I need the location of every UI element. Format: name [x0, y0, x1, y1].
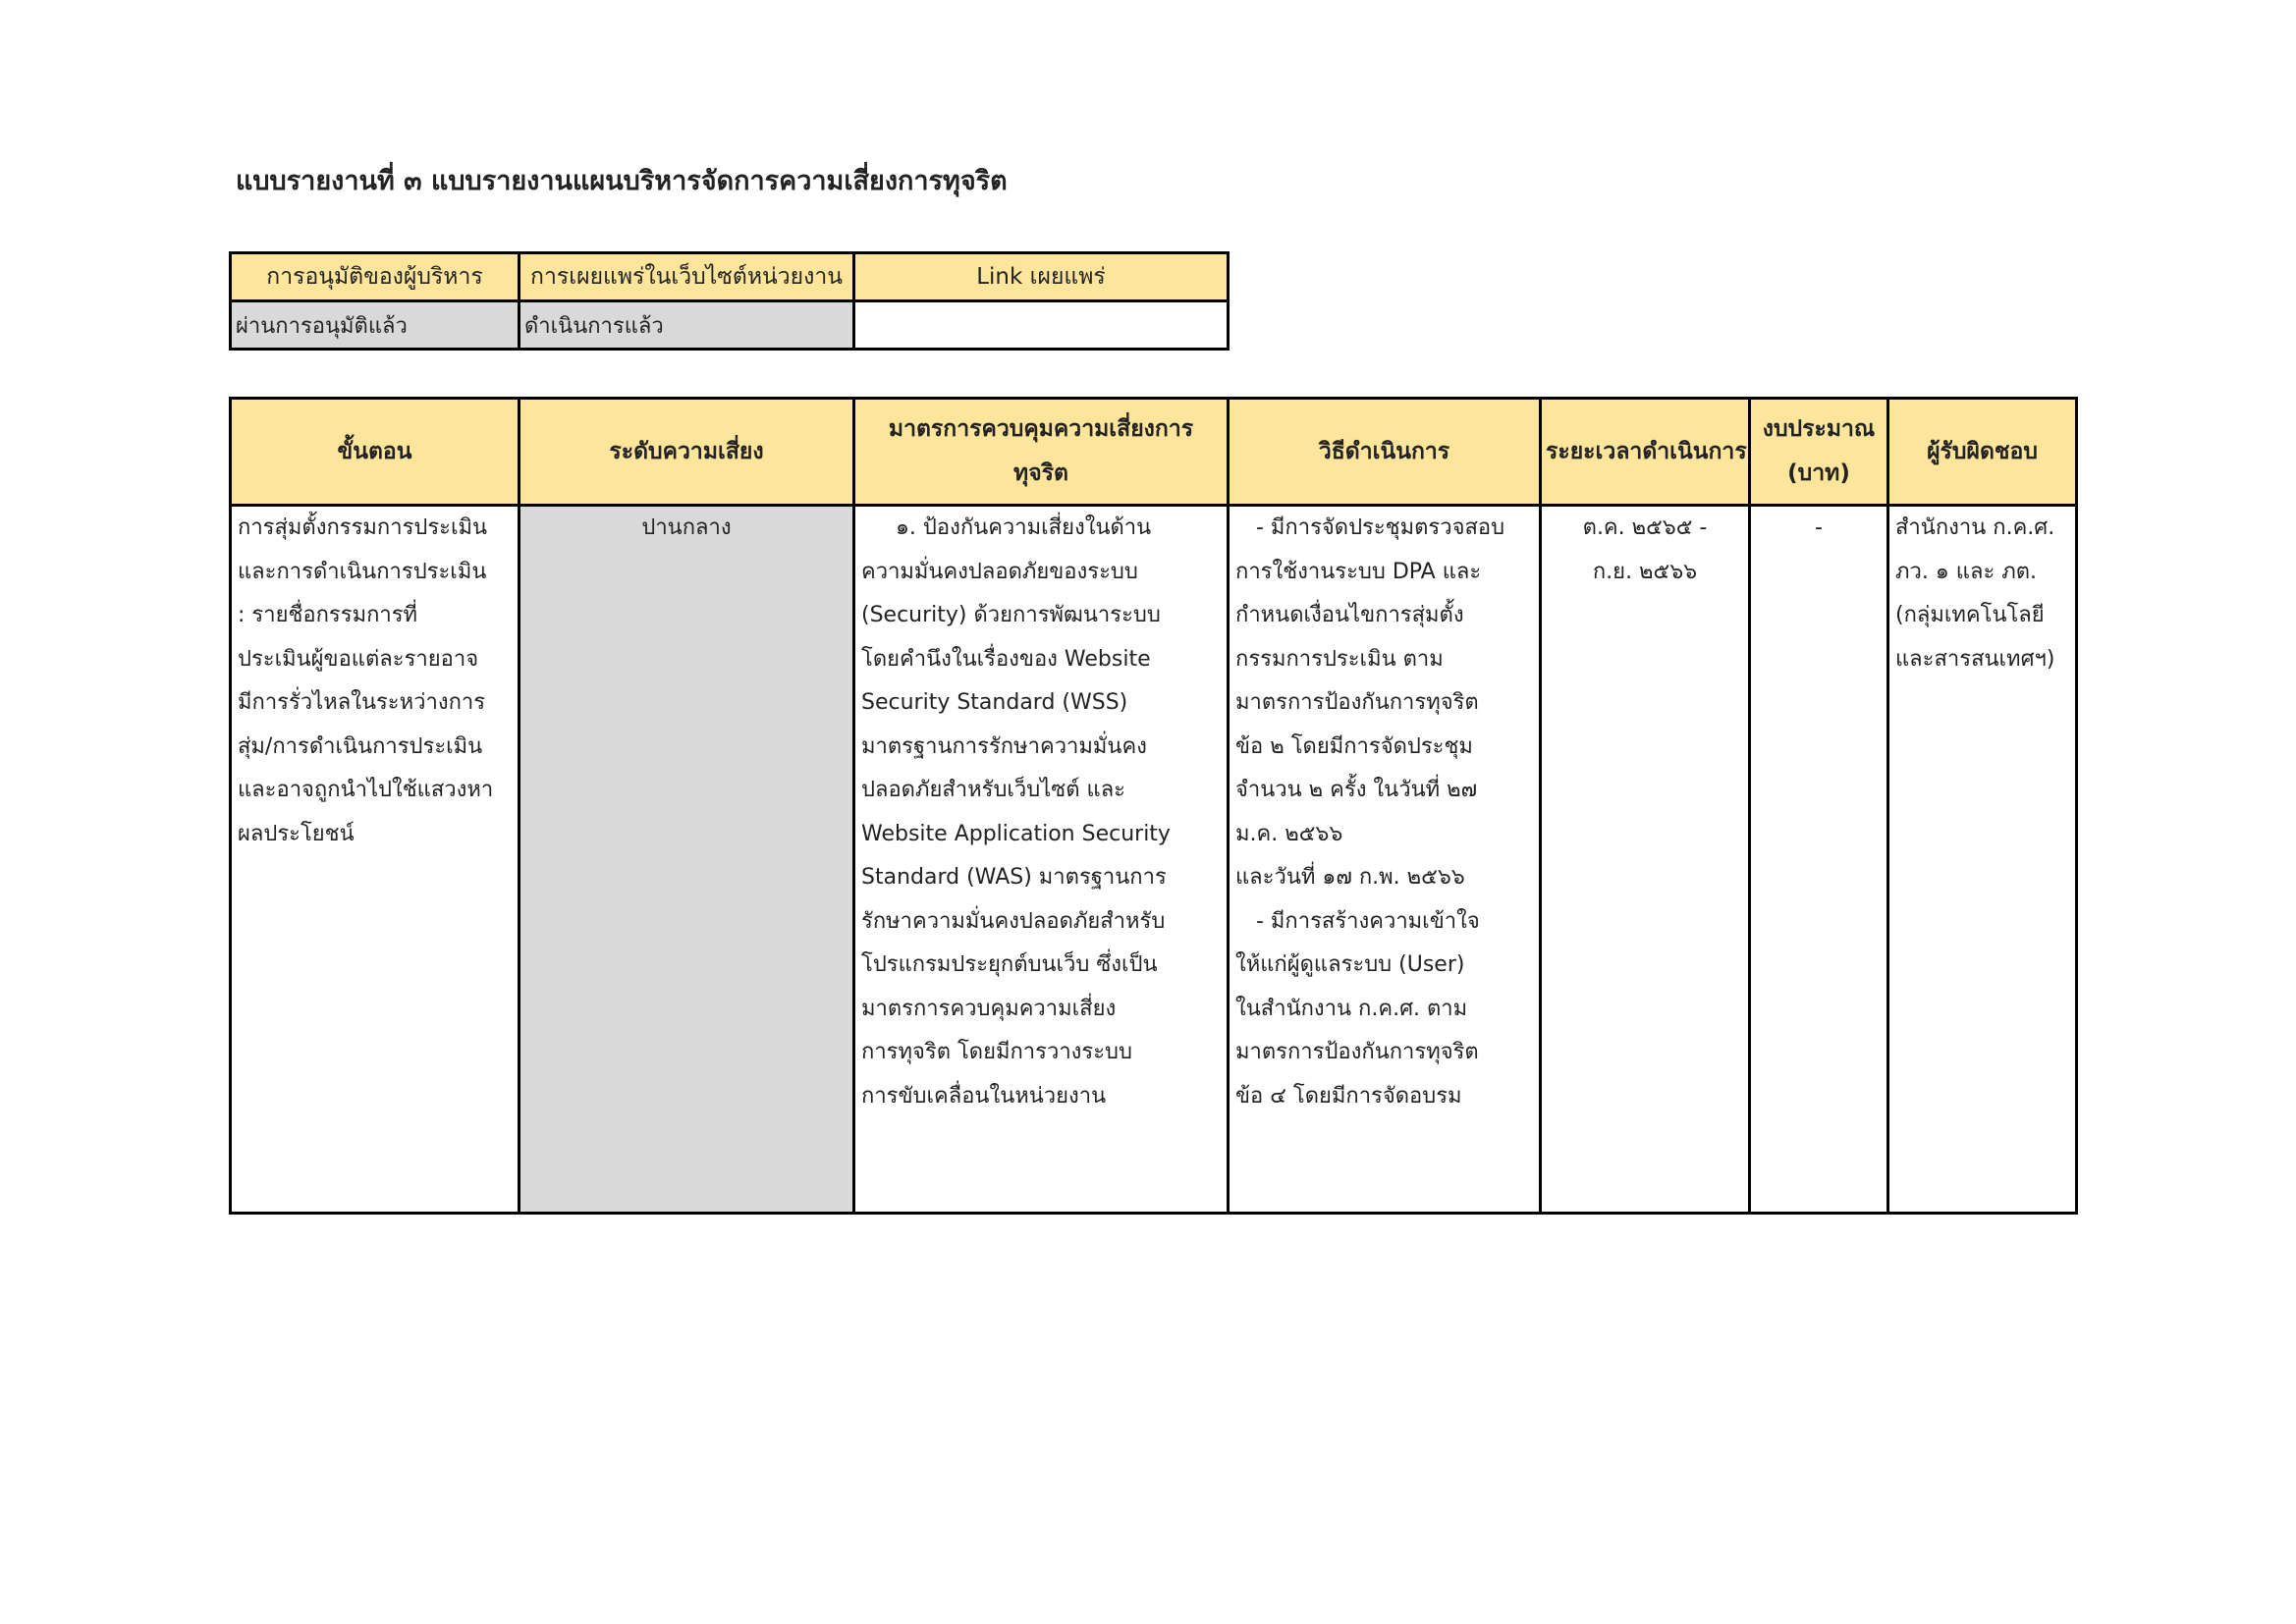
control-line: รักษาความมั่นคงปลอดภัยสำหรับ — [861, 908, 1166, 934]
step-line: สุ่ม/การดำเนินการประเมิน — [238, 733, 483, 759]
header-budget — [1750, 399, 1888, 506]
control-line: Security Standard (WSS) — [861, 690, 1128, 715]
cell-step — [231, 506, 519, 1214]
control-line: มาตรฐานการรักษาความมั่นคง — [861, 733, 1147, 759]
header-budget-line-1: งบประมาณ — [1762, 416, 1876, 442]
method-line: ให้แก่ผู้ดูแลระบบ (User) — [1235, 952, 1465, 977]
cell-control-measure — [854, 506, 1229, 1214]
header-step: ขั้นตอน — [231, 399, 519, 506]
header-website-publication: การเผยแพร่ในเว็บไซต์หน่วยงาน — [519, 253, 854, 301]
method-line: ข้อ ๒ โดยมีการจัดประชุม — [1235, 733, 1473, 759]
header-period: ระยะเวลาดำเนินการ — [1541, 399, 1750, 506]
method-line: - มีการสร้างความเข้าใจ — [1235, 908, 1480, 934]
approval-header-row — [231, 253, 1229, 301]
cell-owner — [1888, 506, 2077, 1214]
report-title: แบบรายงานที่ ๓ แบบรายงานแผนบริหารจัดการความเสี่ยงการทุจริต — [236, 166, 1008, 196]
method-line: กำหนดเงื่อนไขการสุ่มตั้ง — [1235, 603, 1464, 627]
control-line: (Security) ด้วยการพัฒนาระบบ — [861, 603, 1161, 627]
owner-line: (กลุ่มเทคโนโลยี — [1895, 603, 2045, 627]
method-line: มาตรการป้องกันการทุจริต — [1235, 1040, 1479, 1064]
risk-plan-table — [229, 397, 2078, 1215]
step-line: การสุ่มตั้งกรรมการประเมิน — [238, 515, 488, 540]
control-line: โปรแกรมประยุกต์บนเว็บ ซึ่งเป็น — [861, 952, 1158, 977]
method-line: มาตรการป้องกันการทุจริต — [1235, 690, 1479, 715]
method-line: และวันที่ ๑๗ ก.พ. ๒๕๖๖ — [1235, 865, 1465, 890]
step-line: และอาจถูกนำไปใช้แสวงหา — [238, 778, 494, 802]
header-control-line-1: มาตรการควบคุมความเสี่ยงการ — [888, 416, 1194, 442]
control-line: โดยคำนึงในเรื่องของ Website — [861, 646, 1151, 672]
method-line: การใช้งานระบบ DPA และ — [1235, 559, 1482, 584]
header-control-line-2: ทุจริต — [1013, 460, 1068, 486]
cell-period — [1541, 506, 1750, 1214]
budget-value: - — [1815, 515, 1823, 540]
executive-approval-status: ผ่านการอนุมัติแล้ว — [231, 301, 519, 350]
step-line: : รายชื่อกรรมการที่ — [238, 603, 418, 627]
method-line: จำนวน ๒ ครั้ง ในวันที่ ๒๗ — [1235, 778, 1478, 802]
plan-row — [231, 506, 2077, 1214]
cell-method — [1229, 506, 1541, 1214]
period-line: ก.ย. ๒๕๖๖ — [1592, 559, 1698, 584]
control-line: Standard (WAS) มาตรฐานการ — [861, 865, 1167, 890]
step-line: มีการรั่วไหลในระหว่างการ — [238, 690, 486, 715]
header-method: วิธีดำเนินการ — [1229, 399, 1541, 506]
control-line: ความมั่นคงปลอดภัยของระบบ — [861, 559, 1138, 584]
website-publication-status: ดำเนินการแล้ว — [519, 301, 854, 350]
cell-risk-level — [519, 506, 854, 1214]
step-line: ผลประโยชน์ — [238, 821, 355, 846]
method-line: ข้อ ๔ โดยมีการจัดอบรม — [1235, 1083, 1462, 1109]
approval-table — [229, 251, 1230, 351]
approval-value-row — [231, 301, 1229, 350]
owner-line: ภว. ๑ และ ภต. — [1895, 559, 2038, 584]
control-line: การขับเคลื่อนในหน่วยงาน — [861, 1083, 1107, 1109]
control-line: ๑. ป้องกันความเสี่ยงในด้าน — [861, 515, 1152, 540]
control-line: ปลอดภัยสำหรับเว็บไซต์ และ — [861, 778, 1125, 802]
control-line: Website Application Security — [861, 821, 1171, 846]
method-line: ในสำนักงาน ก.ค.ศ. ตาม — [1235, 996, 1468, 1021]
plan-header-row — [231, 399, 2077, 506]
header-control-measure — [854, 399, 1229, 506]
header-owner: ผู้รับผิดชอบ — [1888, 399, 2077, 506]
owner-line: และสารสนเทศฯ) — [1895, 646, 2055, 672]
control-line: มาตรการควบคุมความเสี่ยง — [861, 996, 1117, 1021]
method-line: กรรมการประเมิน ตาม — [1235, 646, 1444, 672]
owner-line: สำนักงาน ก.ค.ศ. — [1895, 515, 2055, 540]
header-publication-link: Link เผยแพร่ — [854, 253, 1229, 301]
period-line: ต.ค. ๒๕๖๕ - — [1582, 515, 1708, 540]
step-line: และการดำเนินการประเมิน — [238, 559, 487, 584]
risk-level-value: ปานกลาง — [641, 515, 732, 540]
control-line: การทุจริต โดยมีการวางระบบ — [861, 1040, 1132, 1064]
step-line: ประเมินผู้ขอแต่ละรายอาจ — [238, 646, 479, 672]
cell-budget — [1750, 506, 1888, 1214]
header-risk-level: ระดับความเสี่ยง — [519, 399, 854, 506]
publication-link-value[interactable] — [854, 301, 1229, 350]
header-executive-approval: การอนุมัติของผู้บริหาร — [231, 253, 519, 301]
header-budget-line-2: (บาท) — [1787, 460, 1850, 486]
method-line: - มีการจัดประชุมตรวจสอบ — [1235, 515, 1505, 540]
method-line: ม.ค. ๒๕๖๖ — [1235, 821, 1343, 846]
